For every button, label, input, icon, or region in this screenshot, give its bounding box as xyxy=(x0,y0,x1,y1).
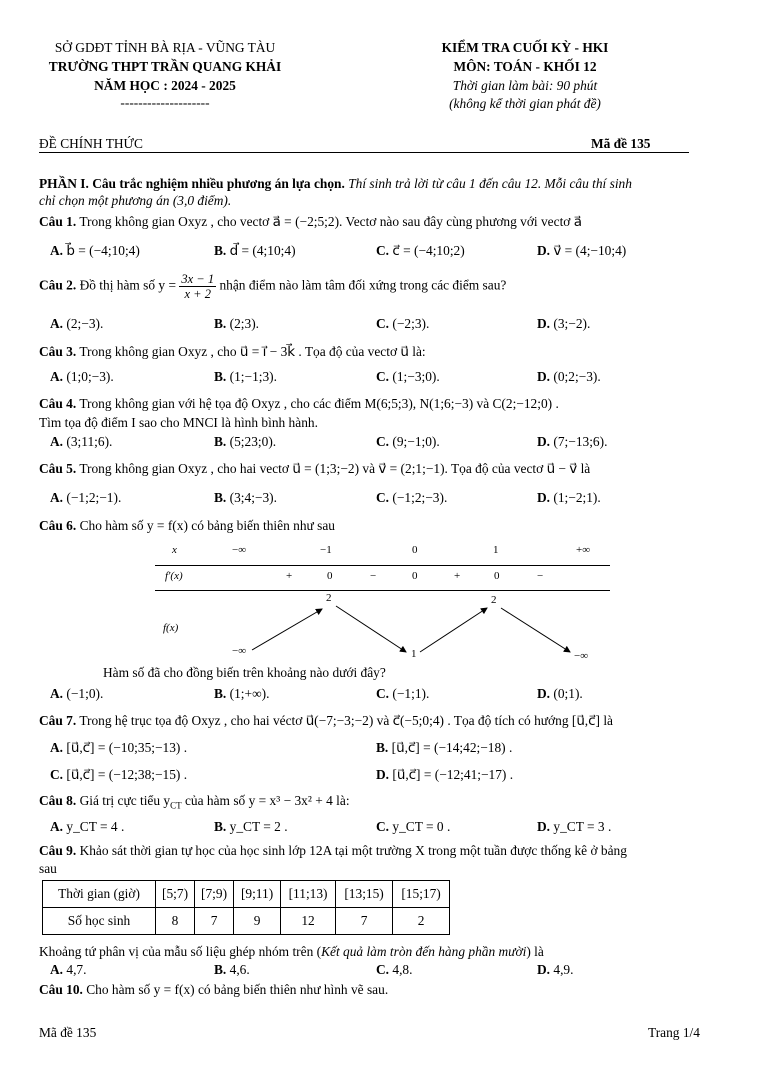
q7-option-c[interactable]: C. [u⃗,c⃗] = (−12;38;−15) . xyxy=(50,767,188,782)
table-row xyxy=(43,908,450,935)
question-7 xyxy=(39,713,613,729)
q7-a-text: [u⃗,c⃗] = (−10;35;−13) . xyxy=(66,740,188,755)
q6-label: Câu 6. xyxy=(39,518,77,533)
q3-option-b[interactable]: B. (1;−1;3). xyxy=(214,369,277,384)
q5-a-text: (−1;2;−1). xyxy=(66,490,122,505)
q10-label: Câu 10. xyxy=(39,982,83,997)
q6-a-text: (−1;0). xyxy=(66,686,104,701)
vt-f-max-1: 2 xyxy=(326,592,332,604)
vt-f-minf-left: −∞ xyxy=(232,645,247,657)
q4-b-text: (5;23;0). xyxy=(229,434,277,449)
exam-subject: MÔN: TOÁN - KHỐI 12 xyxy=(453,59,597,74)
q4-option-a[interactable]: A. (3;11;6). xyxy=(50,434,113,449)
vt-arrow-down-2 xyxy=(501,608,570,652)
exam-duration-note: (không kể thời gian phát đề) xyxy=(449,96,601,111)
q9-a-text: 4,7. xyxy=(66,962,87,977)
q5-b-text: (3;4;−3). xyxy=(229,490,277,505)
q1-text: Trong không gian Oxyz , cho vectơ a⃗ = (−2;5;2). Vectơ nào sau đây cùng phương với vectơ a⃗ xyxy=(76,214,582,229)
q7-c-text: [u⃗,c⃗] = (−12;38;−15) . xyxy=(66,767,188,782)
vt-f-label: f(x) xyxy=(163,622,179,634)
q1-label: Câu 1. xyxy=(39,214,77,229)
part1-title: PHẦN I. Câu trắc nghiệm nhiều phương án lựa chọn. xyxy=(39,176,345,191)
q7-option-b[interactable]: B. [u⃗,c⃗] = (−14;42;−18) . xyxy=(376,740,513,755)
footer-page: Trang 1/4 xyxy=(648,1025,700,1040)
q7-option-d[interactable]: D. [u⃗,c⃗] = (−12;41;−17) . xyxy=(376,767,514,782)
part1-heading xyxy=(39,176,632,192)
vt-f-minf-right: −∞ xyxy=(574,650,589,662)
q9-th-2: [7;9) xyxy=(195,881,234,908)
q4-c-text: (9;−1;0). xyxy=(392,434,440,449)
q6-text: Cho hàm số y = f(x) có bảng biến thiên như sau xyxy=(76,518,335,533)
school-name: TRƯỜNG THPT TRẦN QUANG KHẢI xyxy=(48,59,282,74)
q2-option-c[interactable]: C. (−2;3). xyxy=(376,316,430,331)
q9-th-1: [5;7) xyxy=(156,881,195,908)
vt-x-label: x xyxy=(172,544,177,556)
vt-sign-0: + xyxy=(286,570,293,582)
header-rule xyxy=(39,152,689,153)
q3-b-text: (1;−1;3). xyxy=(229,369,277,384)
q3-option-d[interactable]: D. (0;2;−3). xyxy=(537,369,601,384)
q7-label: Câu 7. xyxy=(39,713,77,728)
q9-c-text: 4,8. xyxy=(392,962,413,977)
q9-option-b[interactable]: B. 4,6. xyxy=(214,962,250,977)
question-3 xyxy=(39,344,426,360)
q9-th-4: [11;13) xyxy=(281,881,336,908)
q9-table xyxy=(42,880,450,935)
q5-option-a[interactable]: A. (−1;2;−1). xyxy=(50,490,122,505)
q8-label: Câu 8. xyxy=(39,793,77,808)
exam-title: KIỂM TRA CUỐI KỲ - HKI xyxy=(441,40,609,55)
vt-x-0: −∞ xyxy=(232,544,247,556)
q3-a-text: (1;0;−3). xyxy=(66,369,114,384)
vt-f-max-2: 2 xyxy=(491,594,497,606)
q7-text: Trong hệ trục tọa độ Oxyz , cho hai véctơ u⃗(−7;−3;−2) và c⃗(−5;0;4) . Tọa độ tích có hướng [u⃗,c⃗] là xyxy=(76,713,613,728)
q9-text-3 xyxy=(39,944,544,960)
q6-text-2: Hàm số đã cho đồng biến trên khoảng nào dưới đây? xyxy=(103,665,386,680)
vt-x-3: 1 xyxy=(493,544,499,556)
vt-x-4: +∞ xyxy=(576,544,591,556)
q6-option-d[interactable]: D. (0;1). xyxy=(537,686,583,701)
question-1 xyxy=(39,214,582,230)
vt-arrow-up-2 xyxy=(420,608,487,652)
school-year: NĂM HỌC : 2024 - 2025 xyxy=(94,78,236,93)
q1-option-a[interactable]: A. b⃗ = (−4;10;4) xyxy=(50,243,140,258)
q7-option-a[interactable]: A. [u⃗,c⃗] = (−10;35;−13) . xyxy=(50,740,188,755)
q5-c-text: (−1;2;−3). xyxy=(392,490,448,505)
q6-option-b[interactable]: B. (1;+∞). xyxy=(214,686,270,701)
q9-text3-end: ) là xyxy=(526,944,544,959)
vt-fp-label: f'(x) xyxy=(165,570,183,582)
q2-pre: Đồ thị hàm số y = xyxy=(76,277,177,293)
q8-option-b[interactable]: B. y_CT = 2 . xyxy=(214,819,288,834)
q8-text-b: của hàm số y = x³ − 3x² + 4 là: xyxy=(181,793,350,808)
q8-b-text: y_CT = 2 . xyxy=(229,819,288,834)
exam-duration: Thời gian làm bài: 90 phút xyxy=(452,78,598,93)
q4-option-b[interactable]: B. (5;23;0). xyxy=(214,434,277,449)
q8-option-a[interactable]: A. y_CT = 4 . xyxy=(50,819,125,834)
q4-d-text: (7;−13;6). xyxy=(553,434,608,449)
q7-d-text: [u⃗,c⃗] = (−12;41;−17) . xyxy=(392,767,514,782)
q1-d-text: v⃗ = (4;−10;4) xyxy=(553,243,627,258)
q3-d-text: (0;2;−3). xyxy=(553,369,601,384)
q1-a-text: b⃗ = (−4;10;4) xyxy=(66,243,140,258)
q9-d-text: 4,9. xyxy=(553,962,574,977)
vt-arrow-down-1 xyxy=(336,606,406,652)
q3-option-a[interactable]: A. (1;0;−3). xyxy=(50,369,114,384)
question-8 xyxy=(39,793,350,811)
vt-sign-6: − xyxy=(537,570,544,582)
q10-text: Cho hàm số y = f(x) có bảng biến thiên như hình vẽ sau. xyxy=(82,982,389,997)
q4-option-d[interactable]: D. (7;−13;6). xyxy=(537,434,608,449)
q8-option-d[interactable]: D. y_CT = 3 . xyxy=(537,819,612,834)
q1-option-b[interactable]: B. d⃗ = (4;10;4) xyxy=(214,243,296,258)
q9-text3-italic: Kết quả làm tròn đến hàng phần mười xyxy=(321,944,527,959)
q8-c-text: y_CT = 0 . xyxy=(392,819,451,834)
q9-td-6: 2 xyxy=(393,908,450,935)
vt-f-min: 1 xyxy=(411,648,417,660)
part1-instructions: Thí sinh trả lời từ câu 1 đến câu 12. Mỗi câu thí sinh xyxy=(344,176,632,191)
q6-option-a[interactable]: A. (−1;0). xyxy=(50,686,104,701)
footer-code: Mã đề 135 xyxy=(39,1025,97,1040)
q1-b-text: d⃗ = (4;10;4) xyxy=(229,243,296,258)
q3-text: Trong không gian Oxyz , cho u⃗ = i⃗ − 3k⃗ . Tọa độ của vectơ u⃗ là: xyxy=(76,344,426,359)
q9-td-2: 7 xyxy=(195,908,234,935)
q9-text3-a: Khoảng tứ phân vị của mẫu số liệu ghép nhóm trên ( xyxy=(39,944,322,959)
part1-instructions-2: chỉ chọn một phương án (3,0 điểm). xyxy=(39,193,232,208)
q4-text: Trong không gian với hệ tọa độ Oxyz , cho các điểm M(6;5;3), N(1;6;−3) và C(2;−12;0) . xyxy=(76,396,559,411)
q2-d-text: (3;−2). xyxy=(553,316,591,331)
q8-text: Giá trị cực tiểu y xyxy=(76,793,171,808)
vt-sign-3: 0 xyxy=(412,570,418,582)
question-6 xyxy=(39,518,335,534)
q2-fraction xyxy=(179,272,216,301)
q9-option-d[interactable]: D. 4,9. xyxy=(537,962,574,977)
q9-text-2: sau xyxy=(39,861,57,876)
q9-th-3: [9;11) xyxy=(234,881,281,908)
official-label: ĐỀ CHÍNH THỨC xyxy=(39,136,143,151)
question-4 xyxy=(39,396,559,412)
q2-post: nhận điểm nào làm tâm đối xứng trong các điểm sau? xyxy=(216,277,507,293)
q4-text-2: Tìm tọa độ điểm I sao cho MNCI là hình bình hành. xyxy=(39,415,318,430)
q3-c-text: (1;−3;0). xyxy=(392,369,440,384)
vt-x-1: −1 xyxy=(320,544,332,556)
q9-td-5: 7 xyxy=(336,908,393,935)
question-2 xyxy=(39,272,506,301)
q6-d-text: (0;1). xyxy=(553,686,583,701)
q8-d-text: y_CT = 3 . xyxy=(553,819,612,834)
q9-b-text: 4,6. xyxy=(229,962,250,977)
q2-option-b[interactable]: B. (2;3). xyxy=(214,316,260,331)
q9-label: Câu 9. xyxy=(39,843,77,858)
q9-th-6: [15;17) xyxy=(393,881,450,908)
q8-option-c[interactable]: C. y_CT = 0 . xyxy=(376,819,451,834)
q4-label: Câu 4. xyxy=(39,396,77,411)
q9-td-1: 8 xyxy=(156,908,195,935)
q5-option-b[interactable]: B. (3;4;−3). xyxy=(214,490,277,505)
table-row xyxy=(43,881,450,908)
vt-rule-1 xyxy=(155,565,610,566)
q4-a-text: (3;11;6). xyxy=(66,434,113,449)
school-dept: SỞ GDĐT TỈNH BÀ RỊA - VŨNG TÀU xyxy=(54,40,276,55)
q2-a-text: (2;−3). xyxy=(66,316,104,331)
vt-sign-5: 0 xyxy=(494,570,500,582)
question-9 xyxy=(39,843,627,859)
q5-option-d[interactable]: D. (1;−2;1). xyxy=(537,490,601,505)
q3-option-c[interactable]: C. (1;−3;0). xyxy=(376,369,440,384)
vt-sign-4: + xyxy=(454,570,461,582)
q3-label: Câu 3. xyxy=(39,344,77,359)
q2-denominator: x + 2 xyxy=(184,287,211,301)
question-10 xyxy=(39,982,388,998)
q7-b-text: [u⃗,c⃗] = (−14;42;−18) . xyxy=(391,740,513,755)
question-5 xyxy=(39,461,590,477)
q2-c-text: (−2;3). xyxy=(392,316,430,331)
q9-td-3: 9 xyxy=(234,908,281,935)
vt-rule-2 xyxy=(155,590,610,591)
vt-x-2: 0 xyxy=(412,544,418,556)
q8-sub: CT xyxy=(170,800,182,811)
q9-th-0: Thời gian (giờ) xyxy=(43,881,156,908)
q2-b-text: (2;3). xyxy=(229,316,260,331)
q4-option-c[interactable]: C. (9;−1;0). xyxy=(376,434,440,449)
q1-option-c[interactable]: C. c⃗ = (−4;10;2) xyxy=(376,243,465,258)
q5-text: Trong không gian Oxyz , cho hai vectơ u⃗ = (1;3;−2) và v⃗ = (2;1;−1). Tọa độ của vectơ u⃗ − v⃗ là xyxy=(76,461,591,476)
exam-code: Mã đề 135 xyxy=(591,136,651,151)
vt-sign-1: 0 xyxy=(327,570,333,582)
q5-d-text: (1;−2;1). xyxy=(553,490,601,505)
q9-text: Khảo sát thời gian tự học của học sinh lớp 12A tại một trường X trong một tuần được thống kê ở bảng xyxy=(76,843,627,858)
q9-option-a[interactable]: A. 4,7. xyxy=(50,962,87,977)
header-dash: -------------------- xyxy=(120,95,210,110)
q2-option-a[interactable]: A. (2;−3). xyxy=(50,316,104,331)
q6-c-text: (−1;1). xyxy=(392,686,430,701)
vt-sign-2: − xyxy=(370,570,377,582)
q9-td-4: 12 xyxy=(281,908,336,935)
q9-td-0: Số học sinh xyxy=(43,908,156,935)
q5-label: Câu 5. xyxy=(39,461,77,476)
q6-option-c[interactable]: C. (−1;1). xyxy=(376,686,430,701)
q5-option-c[interactable]: C. (−1;2;−3). xyxy=(376,490,448,505)
q6-b-text: (1;+∞). xyxy=(229,686,270,701)
q9-th-5: [13;15) xyxy=(336,881,393,908)
q1-c-text: c⃗ = (−4;10;2) xyxy=(392,243,465,258)
q2-option-d[interactable]: D. (3;−2). xyxy=(537,316,591,331)
q8-a-text: y_CT = 4 . xyxy=(66,819,125,834)
q2-label: Câu 2. xyxy=(39,277,77,293)
q1-option-d[interactable]: D. v⃗ = (4;−10;4) xyxy=(537,243,627,258)
q9-option-c[interactable]: C. 4,8. xyxy=(376,962,413,977)
vt-arrow-up-1 xyxy=(252,609,322,650)
q2-numerator: 3x − 1 xyxy=(181,272,215,286)
